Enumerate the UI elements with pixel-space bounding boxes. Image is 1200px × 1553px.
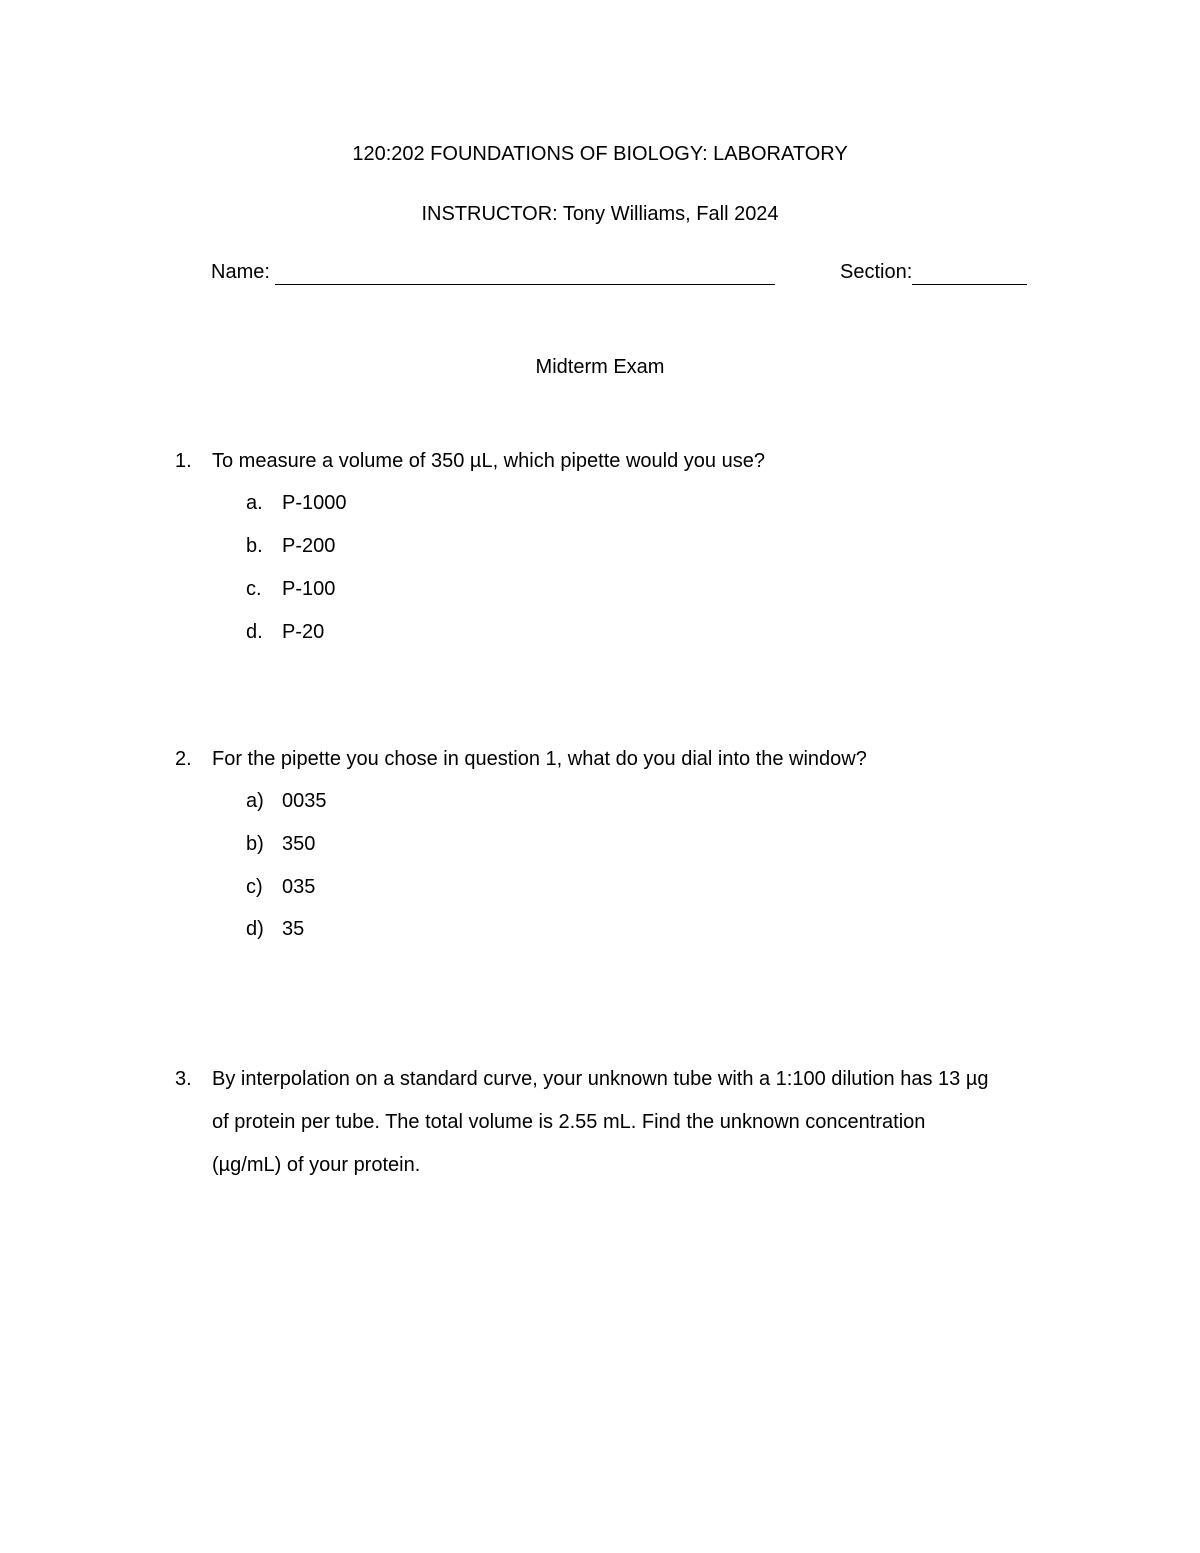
option-letter: c. <box>246 578 262 600</box>
option-text: 350 <box>282 833 316 855</box>
option-letter: a. <box>246 492 263 514</box>
question-text-line: By interpolation on a standard curve, your unknown tube with a 1:100 dilution has 13 µg <box>212 1068 989 1090</box>
name-label: Name: <box>211 261 270 283</box>
option-text: 0035 <box>282 790 327 812</box>
option-letter: d) <box>246 918 264 940</box>
name-field <box>211 261 775 285</box>
option-text: 35 <box>282 918 305 940</box>
question-text-line: of protein per tube. The total volume is 2.55 mL. Find the unknown concentration <box>212 1111 926 1133</box>
option-text: 035 <box>282 876 316 898</box>
question-number: 1. <box>175 450 192 472</box>
option-letter: c) <box>246 876 263 898</box>
name-blank-line <box>275 261 775 285</box>
option-letter: b. <box>246 535 263 557</box>
option-letter: a) <box>246 790 264 812</box>
section-blank-line <box>912 261 1027 285</box>
question-number: 3. <box>175 1068 192 1090</box>
option-text: P-20 <box>282 621 325 643</box>
course-title: 120:202 FOUNDATIONS OF BIOLOGY: LABORATORY <box>352 143 848 165</box>
instructor-line: INSTRUCTOR: Tony Williams, Fall 2024 <box>421 203 779 225</box>
option-letter: b) <box>246 833 264 855</box>
question-number: 2. <box>175 748 192 770</box>
section-field <box>840 261 1027 285</box>
option-text: P-200 <box>282 535 336 557</box>
exam-title: Midterm Exam <box>535 356 665 378</box>
question-text-line: (µg/mL) of your protein. <box>212 1154 421 1176</box>
option-text: P-100 <box>282 578 336 600</box>
option-letter: d. <box>246 621 263 643</box>
option-text: P-1000 <box>282 492 347 514</box>
section-label: Section: <box>840 261 913 283</box>
question-text: For the pipette you chose in question 1, what do you dial into the window? <box>212 748 867 770</box>
question-text: To measure a volume of 350 µL, which pipette would you use? <box>212 450 765 472</box>
